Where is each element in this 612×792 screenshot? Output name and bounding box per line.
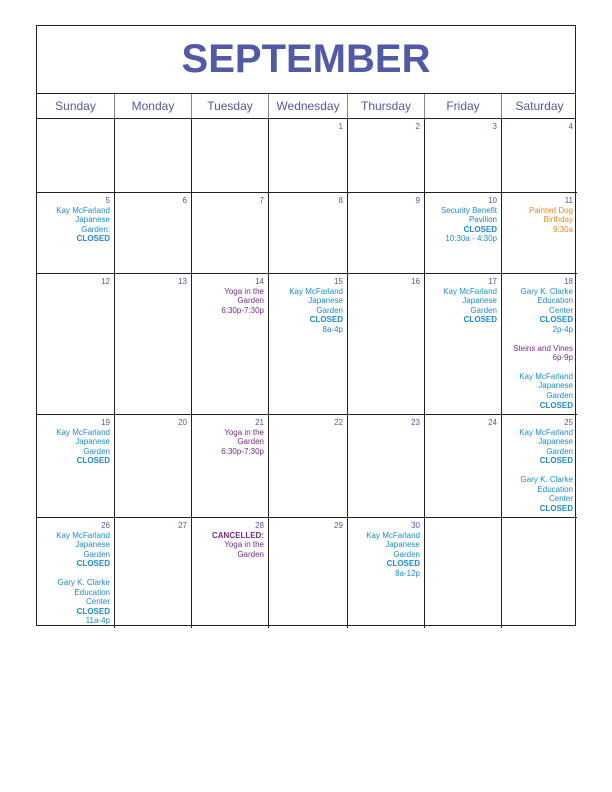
day-cell-26[interactable] [37, 517, 114, 628]
calendar-event[interactable] [39, 206, 110, 244]
event-status: CLOSED [539, 503, 573, 513]
day-cell-12[interactable] [37, 273, 114, 414]
day-cell-7[interactable] [191, 192, 268, 273]
calendar-event[interactable] [504, 206, 573, 235]
event-title-line: Japanese [385, 540, 420, 550]
calendar-event[interactable] [194, 531, 264, 560]
day-number: 13 [178, 277, 187, 286]
day-number: 3 [492, 122, 497, 131]
calendar-event[interactable] [39, 428, 110, 466]
event-title-line: Garden [237, 549, 264, 559]
day-number: 4 [568, 122, 573, 131]
day-cell-6[interactable] [114, 192, 191, 273]
event-time: 10:30a - 4:30p [445, 234, 497, 244]
event-time: 6p-9p [552, 353, 573, 363]
event-title-line: Gary K. Clarke [520, 286, 573, 296]
event-title-line: Security Benefit [440, 205, 497, 215]
calendar-event[interactable] [427, 287, 497, 325]
calendar-event[interactable] [504, 372, 573, 410]
event-title-line: Painted Dog [528, 205, 573, 215]
event-title-line: Kay McFarland [519, 371, 573, 381]
day-cell-5[interactable] [37, 192, 114, 273]
event-time: 8a-12p [395, 568, 420, 578]
calendar-grid [37, 119, 575, 628]
weekday-monday: Monday [114, 94, 191, 118]
day-number: 22 [334, 418, 343, 427]
calendar-event[interactable] [39, 531, 110, 569]
event-title-line: Education [537, 296, 573, 306]
day-number: 30 [411, 521, 420, 530]
event-title-line: Garden: [81, 224, 110, 234]
event-status: CLOSED [539, 456, 573, 466]
day-number: 10 [488, 196, 497, 205]
event-title-line: CANCELLED: [212, 530, 264, 540]
event-status: CLOSED [76, 234, 110, 244]
event-title-line: Garden [83, 549, 110, 559]
event-status: CLOSED [76, 456, 110, 466]
day-cell-23[interactable] [347, 414, 424, 517]
day-cell-13[interactable] [114, 273, 191, 414]
event-title-line: Gary K. Clarke [57, 577, 110, 587]
calendar-event[interactable] [39, 578, 110, 626]
event-title-line: Kay McFarland [56, 205, 110, 215]
day-cell-15[interactable] [268, 273, 347, 414]
day-number: 19 [101, 418, 110, 427]
event-title-line: Garden [237, 437, 264, 447]
calendar-event[interactable] [504, 287, 573, 335]
event-time: 9:30a [552, 224, 573, 234]
event-title-line: Pavilion [468, 215, 497, 225]
day-number: 27 [178, 521, 187, 530]
day-cell-11[interactable] [501, 192, 577, 273]
day-number: 12 [101, 277, 110, 286]
day-cell-21[interactable] [191, 414, 268, 517]
day-cell-10[interactable] [424, 192, 501, 273]
event-title-line: Yoga in the [224, 540, 264, 550]
day-number: 15 [334, 277, 343, 286]
event-title-line: Garden [470, 305, 497, 315]
weekday-sunday: Sunday [55, 99, 96, 113]
event-status: CLOSED [463, 224, 497, 234]
day-cell-14[interactable] [191, 273, 268, 414]
day-number: 24 [488, 418, 497, 427]
event-title-line: Japanese [308, 296, 343, 306]
event-time: 2p-4p [552, 324, 573, 334]
event-status: CLOSED [463, 315, 497, 325]
day-number: 25 [564, 418, 573, 427]
day-number: 18 [564, 277, 573, 286]
month-title: SEPTEMBER [181, 37, 431, 81]
calendar-frame [36, 25, 576, 626]
event-title-line: Center [85, 597, 110, 607]
event-title-line: Kay McFarland [289, 286, 343, 296]
day-cell-9[interactable] [347, 192, 424, 273]
calendar-event[interactable] [504, 344, 573, 363]
day-cell-24[interactable] [424, 414, 501, 517]
day-number: 8 [338, 196, 343, 205]
day-number: 14 [255, 277, 264, 286]
day-number: 28 [255, 521, 264, 530]
event-title-line: Education [537, 484, 573, 494]
calendar-event[interactable] [504, 428, 573, 466]
day-cell-3[interactable] [424, 119, 501, 192]
empty-day-cell[interactable] [424, 517, 501, 628]
day-number: 26 [101, 521, 110, 530]
event-title-line: Gary K. Clarke [520, 474, 573, 484]
event-title-line: Kay McFarland [443, 286, 497, 296]
event-time: 6:30p-7:30p [221, 446, 264, 456]
day-cell-25[interactable] [501, 414, 577, 517]
event-title-line: Japanese [75, 215, 110, 225]
day-number: 2 [415, 122, 420, 131]
month-title-bar [37, 26, 575, 94]
empty-day-cell[interactable] [114, 119, 191, 192]
event-status: CLOSED [76, 606, 110, 616]
event-title-line: Birthday [543, 215, 573, 225]
weekday-wednesday: Wednesday [268, 94, 347, 118]
event-title-line: Japanese [538, 437, 573, 447]
calendar-event[interactable] [350, 531, 420, 579]
day-cell-28[interactable] [191, 517, 268, 628]
event-status: CLOSED [386, 559, 420, 569]
empty-day-cell[interactable] [37, 119, 114, 192]
event-title-line: Center [548, 305, 573, 315]
day-cell-22[interactable] [268, 414, 347, 517]
day-number: 11 [564, 196, 573, 205]
empty-day-cell[interactable] [191, 119, 268, 192]
event-status: CLOSED [539, 315, 573, 325]
event-title-line: Steins and Vines [513, 343, 573, 353]
event-title-line: Yoga in the [224, 286, 264, 296]
event-title-line: Garden [546, 390, 573, 400]
event-title-line: Center [548, 494, 573, 504]
calendar-event[interactable] [194, 428, 264, 457]
day-number: 6 [182, 196, 187, 205]
event-status: CLOSED [76, 559, 110, 569]
weekday-header [37, 94, 575, 119]
event-title-line: Japanese [75, 437, 110, 447]
event-time: 11a-4p [85, 616, 110, 626]
day-cell-17[interactable] [424, 273, 501, 414]
calendar-event[interactable] [194, 287, 264, 316]
event-title-line: Japanese [462, 296, 497, 306]
day-cell-29[interactable] [268, 517, 347, 628]
event-title-line: Education [74, 587, 110, 597]
day-number: 17 [488, 277, 497, 286]
day-cell-4[interactable] [501, 119, 577, 192]
event-title-line: Kay McFarland [519, 427, 573, 437]
day-number: 21 [255, 418, 264, 427]
weekday-saturday: Saturday [501, 94, 577, 118]
day-number: 23 [411, 418, 420, 427]
day-cell-16[interactable] [347, 273, 424, 414]
event-title-line: Japanese [538, 381, 573, 391]
event-title-line: Garden [83, 446, 110, 456]
weekday-friday: Friday [424, 94, 501, 118]
calendar-event[interactable] [271, 287, 343, 335]
day-cell-8[interactable] [268, 192, 347, 273]
day-number: 1 [338, 122, 343, 131]
day-cell-19[interactable] [37, 414, 114, 517]
weekday-tuesday: Tuesday [191, 94, 268, 118]
event-title-line: Kay McFarland [366, 530, 420, 540]
day-number: 5 [105, 196, 110, 205]
event-title-line: Garden [316, 305, 343, 315]
event-title-line: Garden [237, 296, 264, 306]
empty-day-cell[interactable] [501, 517, 577, 628]
weekday-thursday: Thursday [347, 94, 424, 118]
event-status: CLOSED [539, 400, 573, 410]
day-cell-1[interactable] [268, 119, 347, 192]
event-title-line: Garden [546, 446, 573, 456]
day-cell-20[interactable] [114, 414, 191, 517]
event-title-line: Kay McFarland [56, 427, 110, 437]
calendar-event[interactable] [504, 475, 573, 513]
day-number: 7 [259, 196, 264, 205]
day-cell-2[interactable] [347, 119, 424, 192]
day-cell-18[interactable] [501, 273, 577, 414]
calendar-event[interactable] [427, 206, 497, 244]
event-title-line: Kay McFarland [56, 530, 110, 540]
day-cell-30[interactable] [347, 517, 424, 628]
day-number: 9 [415, 196, 420, 205]
day-number: 20 [178, 418, 187, 427]
event-time: 6:30p-7:30p [221, 305, 264, 315]
event-title-line: Japanese [75, 540, 110, 550]
day-number: 29 [334, 521, 343, 530]
event-status: CLOSED [309, 315, 343, 325]
day-cell-27[interactable] [114, 517, 191, 628]
event-title-line: Garden [393, 549, 420, 559]
event-title-line: Yoga in the [224, 427, 264, 437]
event-time: 8a-4p [322, 324, 343, 334]
day-number: 16 [411, 277, 420, 286]
